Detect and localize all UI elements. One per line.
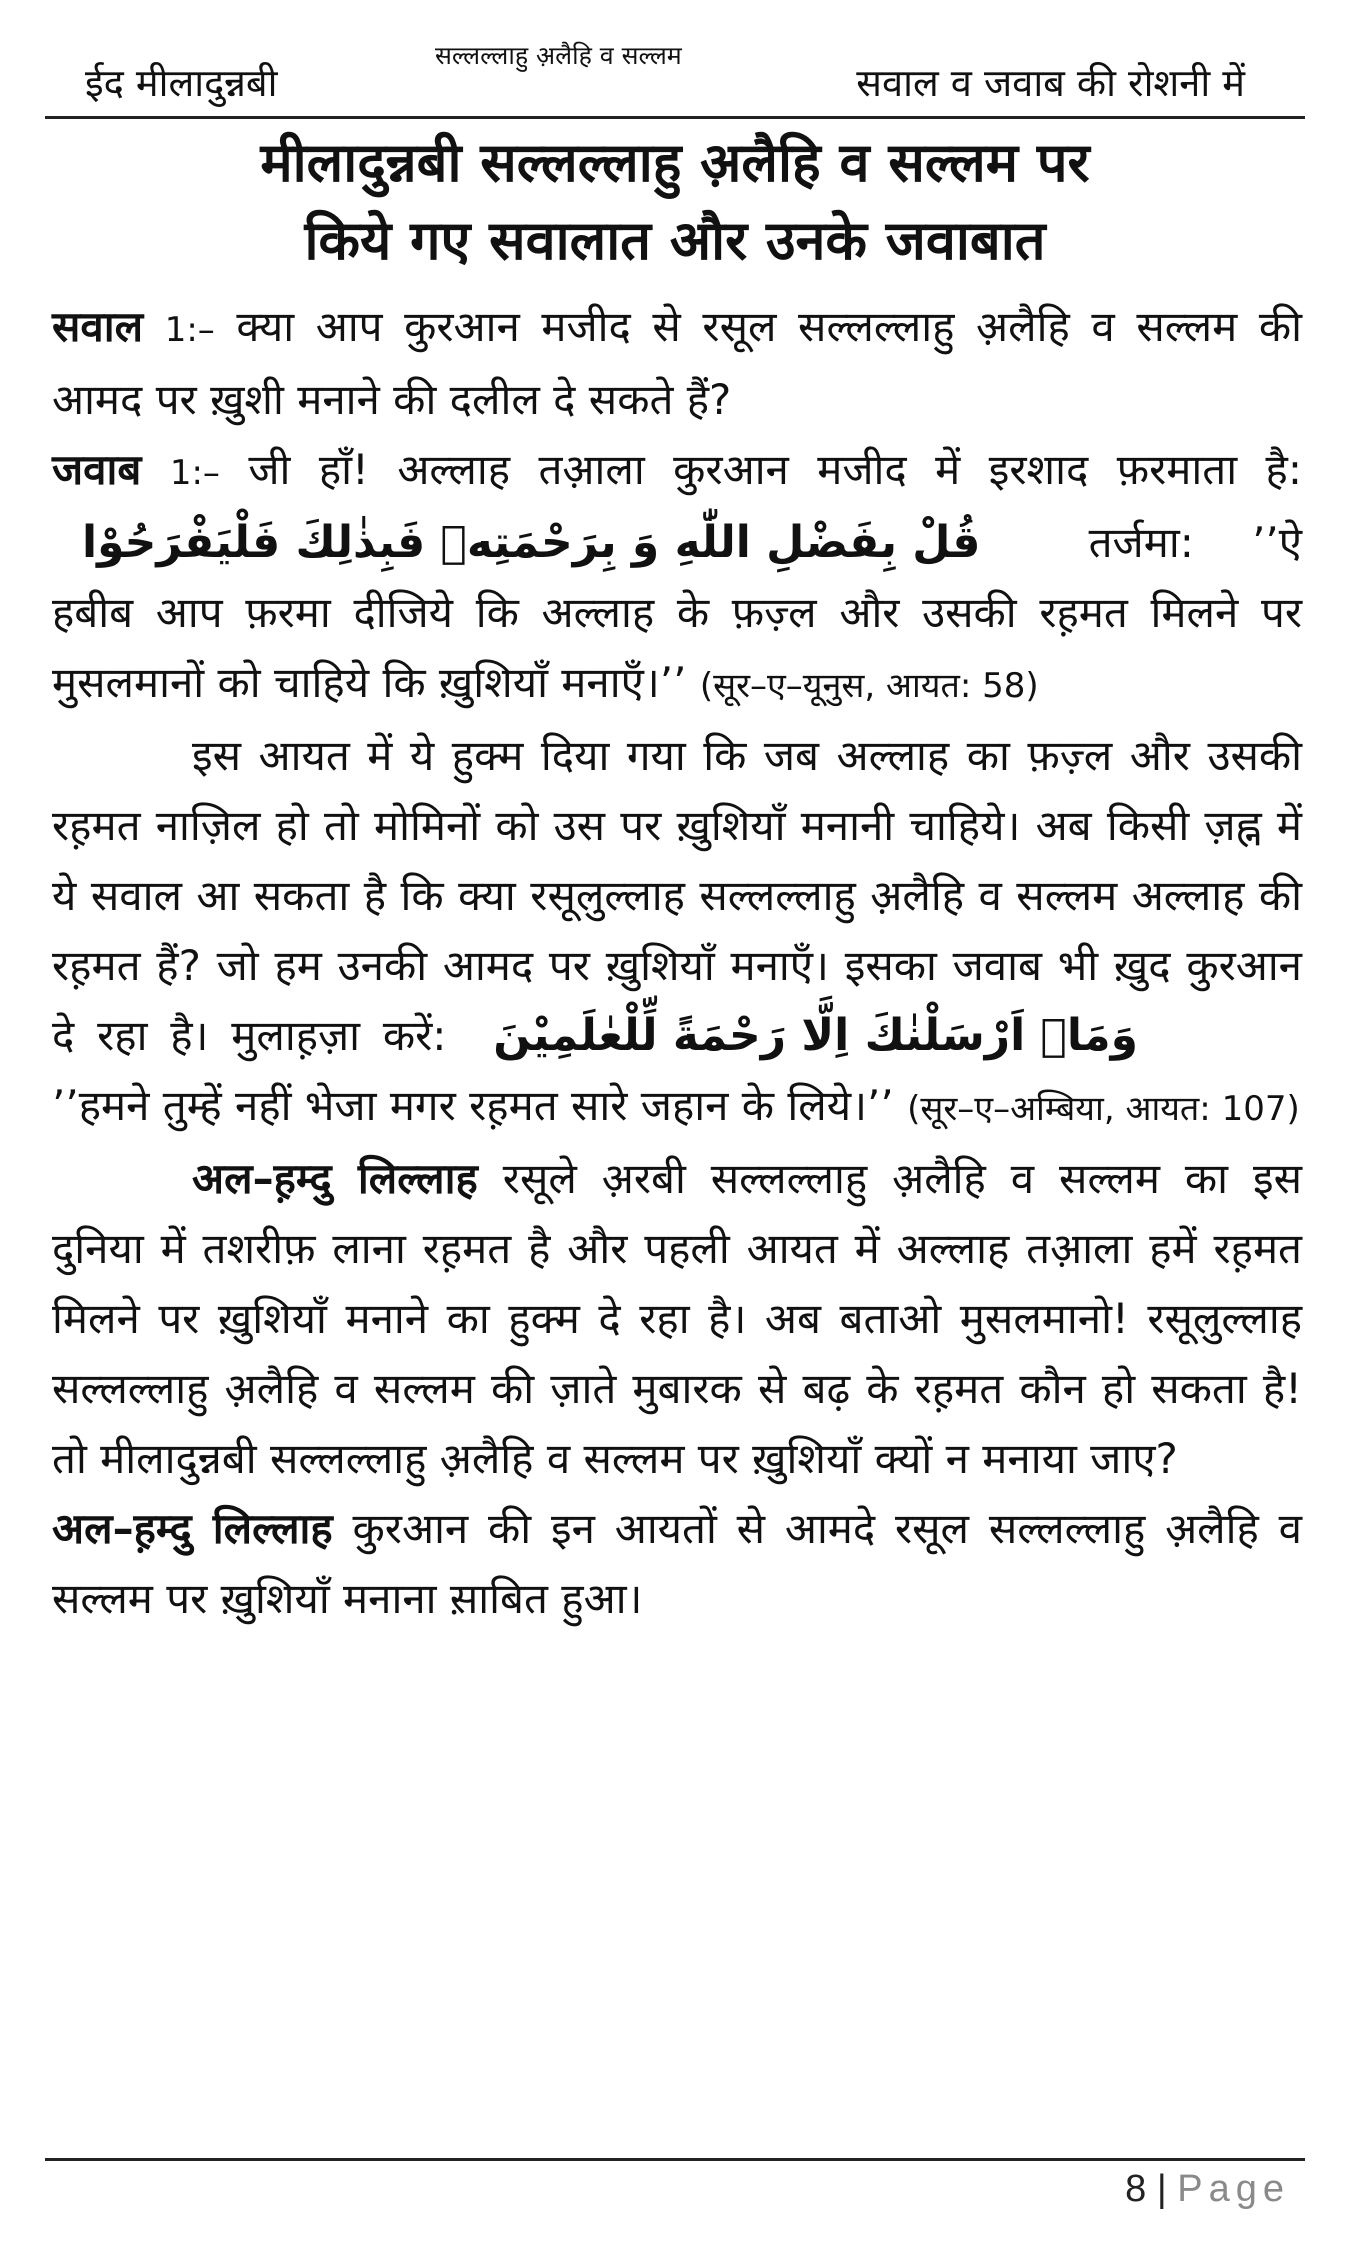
answer-number: 1:– [169,453,220,493]
paragraph-explanation-text: इस आयत में ये हुक्म दिया गया कि जब अल्लाह का फ़ज़्ल और उसकी रह़मत नाज़िल हो तो मोमिनों को उस पर ख़ुशियाँ मनानी चाहिये। अब किसी ज़ह्न में ये सवाल आ सकता है कि क्या रसूलुल्लाह सल्लल्लाहु अ़लैहि व सल्लम अल्लाह की रह़मत हैं? जो हम उनकी आमद पर ख़ुशियाँ मनाएँ। इसका जवाब भी ख़ुद कुरआन दे रहा है। मुलाह़ज़ा करें: [52,731,1302,1060]
footer-divider [45,2158,1305,2161]
answer-translation: तर्जमा: ’’ऐ हबीब आप फ़रमा दीजिये कि अल्लाह के फ़ज़्ल और उसकी रह़मत मिलने पर मुसलमानों को चाहिये कि ख़ुशियाँ मनाएँ।’’ [52,518,1302,707]
page-title-line-1: मीलादुन्नबी सल्लल्लाहु अ़लैहि व सल्लम पर [260,131,1090,194]
arabic-verse-anbiya: وَمَاۤ اَرْسَلْنٰكَ اِلَّا رَحْمَةً لِّلْعٰلَمِیْنَ [493,1010,1138,1061]
answer-label: जवाब [52,445,142,494]
paragraph-final-text: कुरआन की इन आयतों से आमदे रसूल सल्लल्लाहु अ़लैहि व सल्लम पर ख़ुशियाँ मनाना स़ाबित हुआ। [52,1504,1302,1623]
header-middle-salutation: सल्लल्लाहु अ़लैहि व सल्लम [435,41,682,70]
page-title-line-2: किये गए सवालात और उनके जवाबात [304,209,1046,272]
page-separator: | [1156,2168,1167,2210]
paragraph-conclusion [52,1144,1302,1494]
paragraph-conclusion-bold: अल–ह़म्दु लिल्लाह [192,1154,478,1203]
paragraph-final-bold: अल–ह़म्दु लिल्लाह [52,1504,333,1553]
paragraph-final [52,1494,1302,1634]
verse-reference-yunus: (सूर–ए–यूनुस, आयत: 58) [699,666,1039,706]
question-number: 1:– [164,310,215,350]
header-left-title: ईद मीलादुन्नबी [85,61,278,105]
header-right-subtitle: सवाल व जवाब की रोशनी में [856,61,1245,105]
page-number-footer [1125,2168,1290,2211]
page-number: 8 [1125,2168,1147,2210]
answer-1 [52,435,1302,721]
question-text: क्या आप कुरआन मजीद से रसूल सल्लल्लाहु अ़लैहि व सल्लम की आमद पर ख़ुशी मनाने की दलील दे सकते हैं? [52,302,1302,424]
verse-reference-anbiya: (सूर–ए–अम्बिया, आयत: 107) [907,1089,1300,1129]
paragraph-conclusion-text: रसूले अ़रबी सल्लल्लाहु अ़लैहि व सल्लम का इस दुनिया में तशरीफ़ लाना रह़मत है और पहली आयत में अल्लाह तआ़ला हमें रह़मत मिलने पर ख़ुशियाँ मनाने का हुक्म दे रहा है। अब बताओ मुसलमानो! रसूलुल्लाह सल्लल्लाहु अ़लैहि व सल्लम की ज़ाते मुबारक से बढ़ के रह़मत कौन हो सकता है! तो मीलादुन्नबी सल्लल्लाहु अ़लैहि व सल्लम पर ख़ुशियाँ क्यों न मनाया जाए? [52,1154,1302,1483]
article-body [52,292,1302,1634]
arabic-verse-yunus: قُلْ بِفَضْلِ اللّٰهِ وَ بِرَحْمَتِهٖ فَبِذٰلِكَ فَلْیَفْرَحُوْا [82,517,981,568]
answer-text-intro: जी हाँ! अल्लाह तआ़ला कुरआन मजीद में इरशाद फ़रमाता है: [248,445,1302,494]
question-label: सवाल [52,302,144,351]
question-1 [52,292,1302,435]
paragraph-translation: ’’हमने तुम्हें नहीं भेजा मगर रह़मत सारे जहान के लिये।’’ [52,1081,894,1130]
page-word: Page [1177,2168,1290,2210]
page-title [45,124,1305,280]
running-header [45,38,1305,119]
paragraph-explanation [52,721,1302,1144]
